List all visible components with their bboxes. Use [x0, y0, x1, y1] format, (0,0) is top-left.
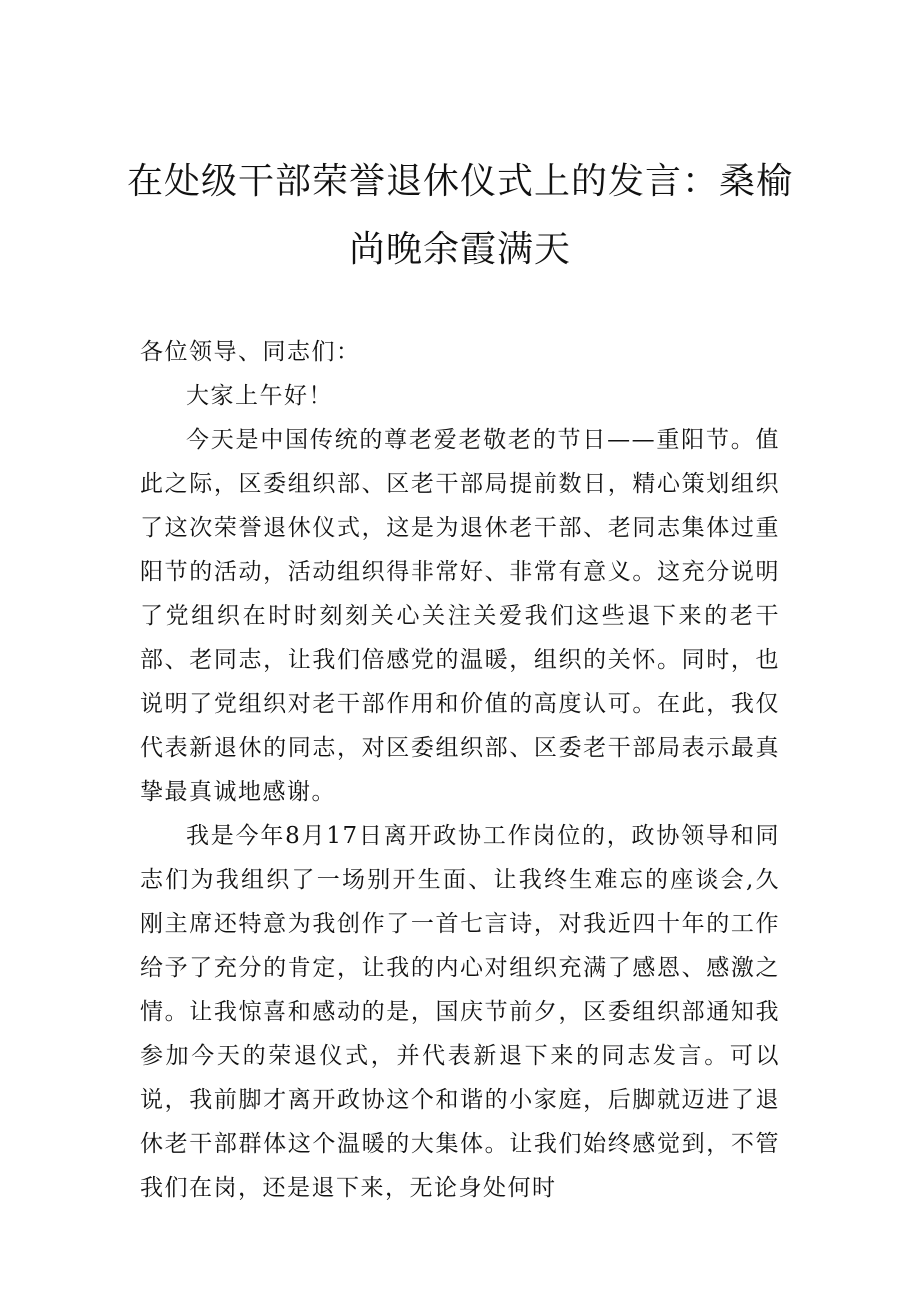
title-line-1: 在处级干部荣誉退休仪式上的发言：桑榆: [126, 161, 793, 202]
document-title: [120, 148, 800, 284]
title-line-2: 尚晚余霞满天: [348, 229, 571, 270]
paragraph-1: 今天是中国传统的尊老爱老敬老的节日——重阳节。值此之际，区委组织部、区老干部局提前数日，精心策划组织了这次荣誉退休仪式，这是为退休老干部、老同志集体过重阳节的活动，活动组织得非常好、非常有意义。这充分说明了党组织在时时刻刻关心关注关爱我们这些退下来的老干部、老同志，让我们倍感党的温暖，组织的关怀。同时，也说明了党组织对老干部作用和价值的高度认可。在此，我仅代表新退休的同志，对区委组织部、区委老干部局表示最真挚最真诚地感谢。: [140, 427, 780, 805]
paragraph-2: 我是今年8月17日离开政协工作岗位的，政协领导和同志们为我组织了一场别开生面、让我终生难忘的座谈会,久刚主席还特意为我创作了一首七言诗，对我近四十年的工作给予了充分的肯定，让我的内心对组织充满了感恩、感激之情。让我惊喜和感动的是，国庆节前夕，区委组织部通知我参加今天的荣退仪式，并代表新退下来的同志发言。可以说，我前脚才离开政协这个和谐的小家庭，后脚就迈进了退休老干部群体这个温暖的大集体。让我们始终感觉到，不管我们在岗，还是退下来，无论身处何时: [140, 823, 780, 1201]
speech-body: [140, 330, 780, 1210]
greeting: 大家上午好！: [186, 383, 333, 409]
salutation: 各位领导、同志们：: [140, 339, 361, 365]
